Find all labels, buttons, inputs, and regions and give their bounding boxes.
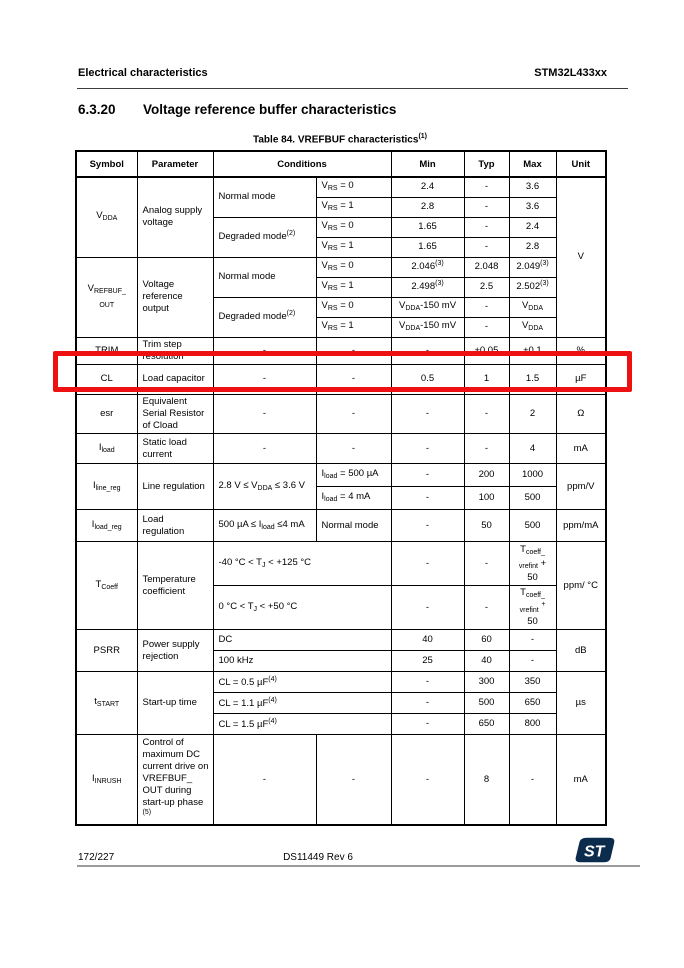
table-title: Table 84. VREFBUF characteristics$^{(1)}$ bbox=[253, 133, 427, 146]
table-cell: 0 $^\circ C < T_J < +50$ °C bbox=[213, 586, 391, 630]
highlighted-row bbox=[76, 364, 606, 394]
table-row bbox=[76, 434, 606, 464]
table-cell: $I_{load}$ bbox=[76, 434, 137, 464]
table-cell: 2.046$^{(3)}$ bbox=[391, 257, 464, 277]
table-cell: 8 bbox=[464, 735, 509, 825]
table-body bbox=[76, 177, 606, 825]
table-cell: $V_{REFBUF\_}$ $_{OUT}$ bbox=[76, 257, 137, 337]
table-cell: - bbox=[316, 735, 391, 825]
table-cell: -40 $^\circ C < T_J < +125$ °C bbox=[213, 542, 391, 586]
table-cell: - bbox=[464, 394, 509, 433]
table-cell: - bbox=[316, 394, 391, 433]
table-cell: - bbox=[464, 586, 509, 630]
table-row bbox=[76, 177, 606, 197]
table-cell: $I_{load} = 500$ µA bbox=[316, 464, 391, 487]
table-cell: 40 bbox=[391, 630, 464, 651]
section-heading bbox=[78, 102, 396, 117]
table-cell: 500 bbox=[509, 510, 556, 542]
table-cell: ±0.05 bbox=[464, 337, 509, 364]
table-cell: Load regulation bbox=[137, 510, 213, 542]
table-cell: 4 bbox=[509, 434, 556, 464]
table-row bbox=[76, 672, 606, 693]
table-cell: $I_{INRUSH}$ bbox=[76, 735, 137, 825]
table-head bbox=[76, 151, 606, 177]
table-cell: $V_{RS} = 1$ bbox=[316, 237, 391, 257]
table-cell: TRIM bbox=[76, 337, 137, 364]
table-cell: 1.65 bbox=[391, 237, 464, 257]
table-cell: - bbox=[464, 177, 509, 197]
table-cell: 2.498$^{(3)}$ bbox=[391, 277, 464, 297]
table-cell: Degraded mode$^{(2)}$ bbox=[213, 217, 316, 257]
table-cell: $V_{RS} = 0$ bbox=[316, 217, 391, 237]
table-cell: 3.6 bbox=[509, 197, 556, 217]
table-cell: 650 bbox=[464, 714, 509, 735]
section-title: Voltage reference buffer characteristics bbox=[143, 102, 397, 117]
table-cell: Temperature coefficient bbox=[137, 542, 213, 630]
column-header: Min bbox=[391, 151, 464, 177]
table-cell: % bbox=[556, 337, 606, 364]
table-cell: - bbox=[213, 337, 316, 364]
table-cell: $V_{RS} = 0$ bbox=[316, 297, 391, 317]
table-cell: - bbox=[464, 197, 509, 217]
table-cell: 300 bbox=[464, 672, 509, 693]
table-row bbox=[76, 257, 606, 277]
table-cell: - bbox=[391, 672, 464, 693]
table-cell: - bbox=[391, 693, 464, 714]
table-cell: - bbox=[391, 735, 464, 825]
table-cell: 2.8 $V \le V_{DDA} \le 3.6$ V bbox=[213, 464, 316, 510]
table-cell: Voltage reference output bbox=[137, 257, 213, 337]
table-cell: Ω bbox=[556, 394, 606, 433]
table-cell: $T_{coeff\_}$ $_{vrefint}$ + 50 bbox=[509, 586, 556, 630]
column-header: Symbol bbox=[76, 151, 137, 177]
table-cell: 2.8 bbox=[509, 237, 556, 257]
table-cell: 2 bbox=[509, 394, 556, 433]
table-cell: - bbox=[316, 364, 391, 394]
table-cell: 350 bbox=[509, 672, 556, 693]
table-cell: 2.502$^{(3)}$ bbox=[509, 277, 556, 297]
table-cell: $V_{DDA}-150$ mV bbox=[391, 317, 464, 337]
table-cell: $V_{RS} = 0$ bbox=[316, 177, 391, 197]
header-right-text: STM32L433xx bbox=[534, 67, 607, 79]
table-cell: 650 bbox=[509, 693, 556, 714]
footer-page-number: 172/227 bbox=[78, 852, 115, 863]
table-cell: - bbox=[213, 394, 316, 433]
table-cell: ppm/ °C bbox=[556, 542, 606, 630]
table-cell: 1.5 bbox=[509, 364, 556, 394]
table-cell: $T_{coeff\_}$ $_{vrefint}$ + 50 bbox=[509, 542, 556, 586]
table-row bbox=[76, 630, 606, 651]
table-cell: PSRR bbox=[76, 630, 137, 672]
table-cell: esr bbox=[76, 394, 137, 433]
column-header: Max bbox=[509, 151, 556, 177]
table-cell: - bbox=[509, 735, 556, 825]
footer-doc-rev: DS11449 Rev 6 bbox=[283, 852, 353, 863]
table-row bbox=[76, 542, 606, 586]
table-cell: $V_{DDA}$ bbox=[509, 317, 556, 337]
table-cell: CL = 1.1 µF$^{(4)}$ bbox=[213, 693, 391, 714]
table-cell: $V_{RS} = 0$ bbox=[316, 257, 391, 277]
table-cell: DC bbox=[213, 630, 391, 651]
table-cell: Line regulation bbox=[137, 464, 213, 510]
table-cell: 2.8 bbox=[391, 197, 464, 217]
table-cell: - bbox=[464, 237, 509, 257]
table-cell: Power supply rejection bbox=[137, 630, 213, 672]
table-cell: Static load current bbox=[137, 434, 213, 464]
table-cell: µs bbox=[556, 672, 606, 735]
table-cell: - bbox=[391, 394, 464, 433]
table-cell: - bbox=[464, 217, 509, 237]
table-cell: 500 bbox=[464, 693, 509, 714]
table-cell: 1 bbox=[464, 364, 509, 394]
table-cell: Analog supply voltage bbox=[137, 177, 213, 257]
table-cell: - bbox=[509, 651, 556, 672]
header-left-text: Electrical characteristics bbox=[78, 67, 208, 79]
table-header-row bbox=[76, 151, 606, 177]
table-cell: ppm/mA bbox=[556, 510, 606, 542]
table-cell: ppm/V bbox=[556, 464, 606, 510]
st-logo-letters: ST bbox=[584, 843, 605, 861]
table-cell: 2.4 bbox=[391, 177, 464, 197]
table-cell: mA bbox=[556, 735, 606, 825]
table-cell: Normal mode bbox=[213, 257, 316, 297]
table-cell: - bbox=[391, 337, 464, 364]
table-cell: Normal mode bbox=[213, 177, 316, 217]
section-number: 6.3.20 bbox=[78, 102, 116, 117]
table-cell: $I_{load\_reg}$ bbox=[76, 510, 137, 542]
table-cell: $V_{DDA}-150$ mV bbox=[391, 297, 464, 317]
table-cell: - bbox=[316, 434, 391, 464]
table-cell: Normal mode bbox=[316, 510, 391, 542]
table-cell: 25 bbox=[391, 651, 464, 672]
table-cell: 1000 bbox=[509, 464, 556, 487]
table-cell: 2.5 bbox=[464, 277, 509, 297]
table-cell: CL = 1.5 µF$^{(4)}$ bbox=[213, 714, 391, 735]
table-cell: Trim step resolution bbox=[137, 337, 213, 364]
table-cell: CL = 0.5 µF$^{(4)}$ bbox=[213, 672, 391, 693]
table-cell: µF bbox=[556, 364, 606, 394]
table-row bbox=[76, 394, 606, 433]
table-row bbox=[76, 735, 606, 825]
table-cell: $V_{RS} = 1$ bbox=[316, 277, 391, 297]
table-cell: CL bbox=[76, 364, 137, 394]
table-cell: $t_{START}$ bbox=[76, 672, 137, 735]
table-cell: - bbox=[213, 735, 316, 825]
table-cell: - bbox=[213, 364, 316, 394]
table-cell: - bbox=[464, 434, 509, 464]
table-cell: - bbox=[464, 317, 509, 337]
column-header: Unit bbox=[556, 151, 606, 177]
table-cell: 50 bbox=[464, 510, 509, 542]
table-cell: Control of maximum DC current drive on VREFBUF_ OUT during start-up phase $^{(5)}$ bbox=[137, 735, 213, 825]
table-cell: - bbox=[391, 714, 464, 735]
page-header bbox=[78, 67, 607, 79]
table-cell: - bbox=[316, 337, 391, 364]
table-cell: dB bbox=[556, 630, 606, 672]
header-rule bbox=[77, 88, 628, 89]
table-cell: - bbox=[391, 434, 464, 464]
table-cell: 60 bbox=[464, 630, 509, 651]
table-cell: - bbox=[213, 434, 316, 464]
column-header: Parameter bbox=[137, 151, 213, 177]
characteristics-table bbox=[75, 150, 607, 826]
table-cell: 200 bbox=[464, 464, 509, 487]
table-cell: 800 bbox=[509, 714, 556, 735]
table-cell: $V_{DDA}$ bbox=[509, 297, 556, 317]
table-cell: 3.6 bbox=[509, 177, 556, 197]
table-row bbox=[76, 464, 606, 487]
table-cell: - bbox=[391, 586, 464, 630]
table-cell: 0.5 bbox=[391, 364, 464, 394]
table-row bbox=[76, 510, 606, 542]
table-cell: Load capacitor bbox=[137, 364, 213, 394]
table-cell: 100 bbox=[464, 487, 509, 510]
table-cell: $V_{DDA}$ bbox=[76, 177, 137, 257]
table-cell: 500 bbox=[509, 487, 556, 510]
table-cell: - bbox=[464, 542, 509, 586]
table-cell: $I_{line\_reg}$ bbox=[76, 464, 137, 510]
table-cell: - bbox=[464, 297, 509, 317]
footer-rule bbox=[77, 865, 640, 867]
table-cell: - bbox=[391, 510, 464, 542]
table-cell: $T_{Coeff}$ bbox=[76, 542, 137, 630]
table-row bbox=[76, 337, 606, 364]
table-cell: mA bbox=[556, 434, 606, 464]
table-cell: V bbox=[556, 177, 606, 337]
table-cell: Equivalent Serial Resistor of Cload bbox=[137, 394, 213, 433]
table-cell: 500 $\mu A \le I_{load} \le 4$ mA bbox=[213, 510, 316, 542]
table-cell: Degraded mode$^{(2)}$ bbox=[213, 297, 316, 337]
table-cell: $V_{RS} = 1$ bbox=[316, 197, 391, 217]
table-cell: - bbox=[391, 464, 464, 487]
table-cell: 2.049$^{(3)}$ bbox=[509, 257, 556, 277]
table-cell: $V_{RS} = 1$ bbox=[316, 317, 391, 337]
table-cell: 2.4 bbox=[509, 217, 556, 237]
table-cell: - bbox=[391, 487, 464, 510]
table-cell: $I_{load} = 4$ mA bbox=[316, 487, 391, 510]
table-cell: ±0.1 bbox=[509, 337, 556, 364]
table-cell: - bbox=[391, 542, 464, 586]
table-cell: 1.65 bbox=[391, 217, 464, 237]
table-cell: 2.048 bbox=[464, 257, 509, 277]
st-logo bbox=[575, 837, 615, 863]
column-header: Conditions bbox=[213, 151, 391, 177]
table-cell: Start-up time bbox=[137, 672, 213, 735]
column-header: Typ bbox=[464, 151, 509, 177]
table-cell: 40 bbox=[464, 651, 509, 672]
table-cell: 100 kHz bbox=[213, 651, 391, 672]
table-cell: - bbox=[509, 630, 556, 651]
